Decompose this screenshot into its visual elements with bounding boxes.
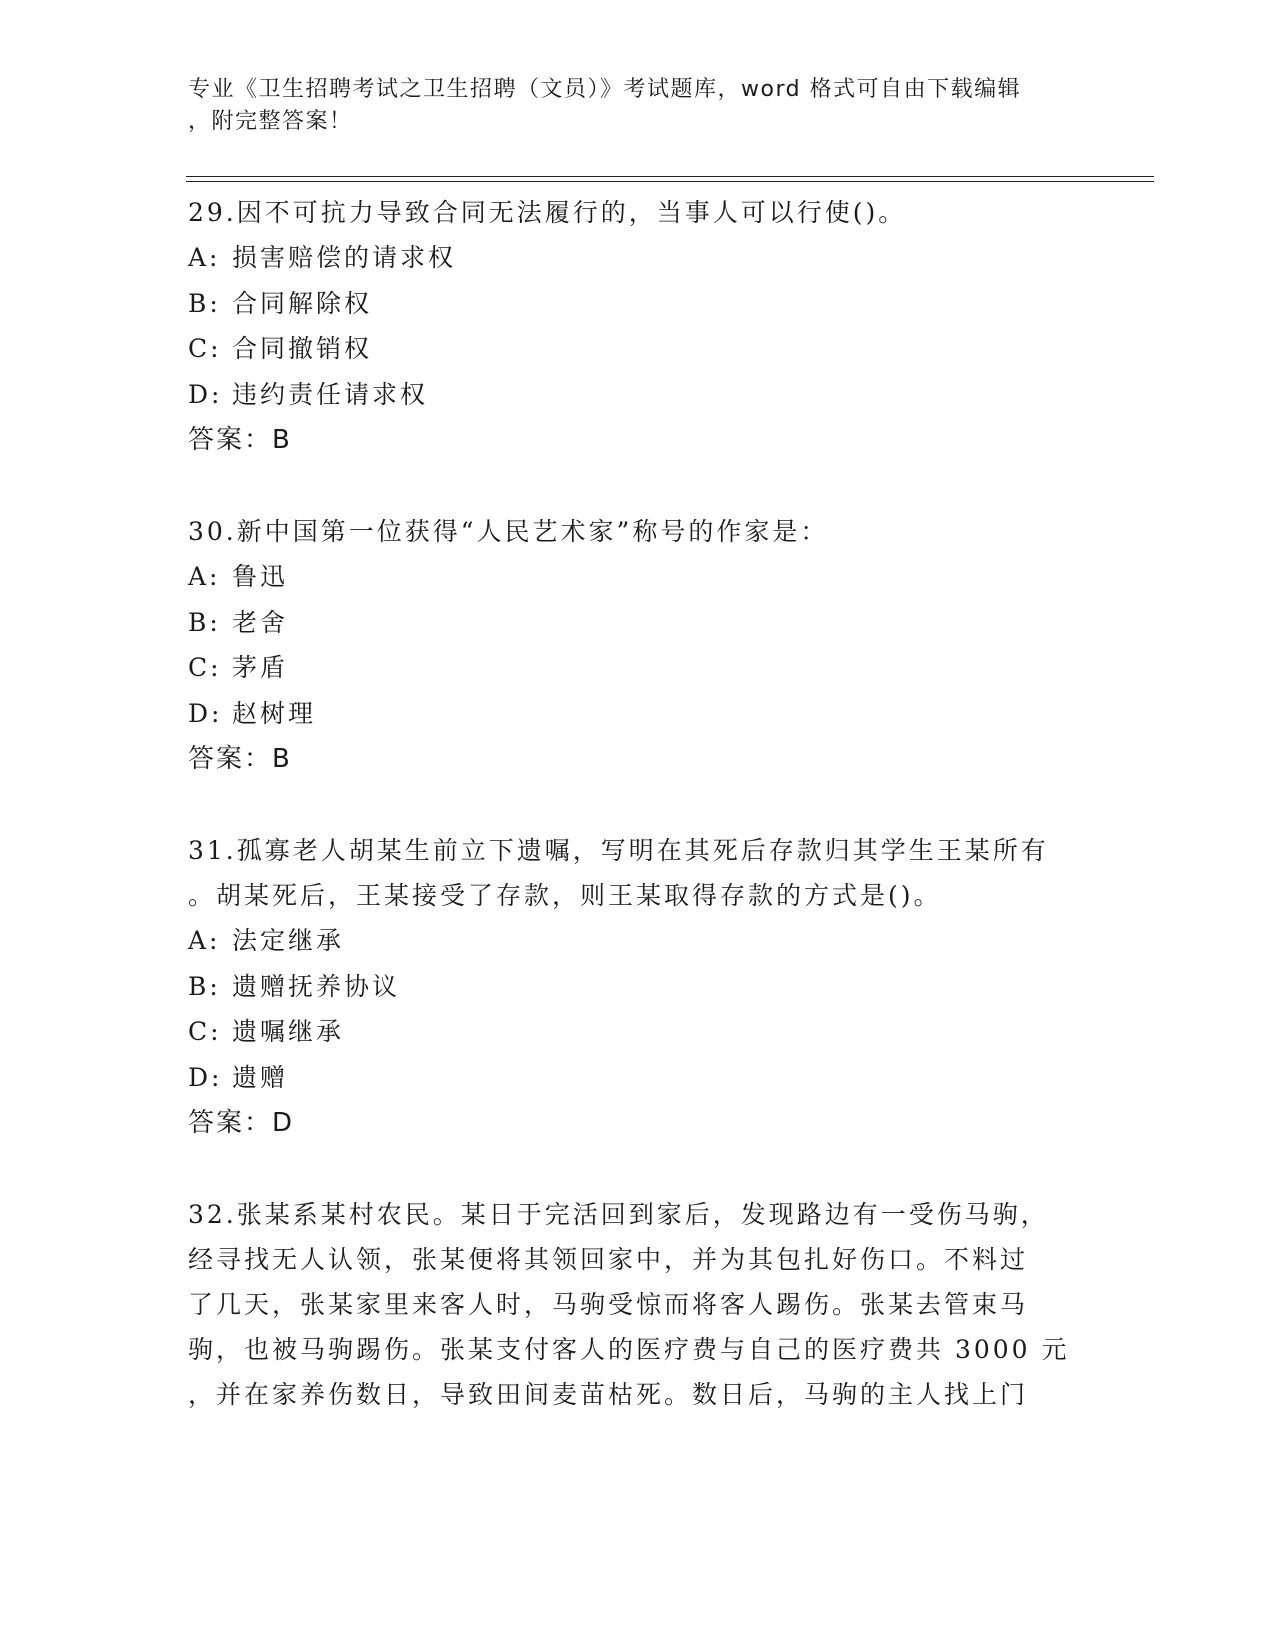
option-letter: C: bbox=[188, 1017, 222, 1046]
option-text: 遗嘱继承 bbox=[232, 1017, 345, 1046]
option-letter: D: bbox=[188, 1062, 223, 1092]
answer-line: 答案：B bbox=[188, 744, 292, 774]
option-d bbox=[188, 372, 1078, 418]
question-32 bbox=[188, 1192, 1078, 1417]
option-b bbox=[188, 964, 1078, 1010]
question-line: 32.张某系某村农民。某日于完活回到家后，发现路边有一受伤马驹， bbox=[188, 1200, 1049, 1229]
option-letter: C: bbox=[188, 334, 222, 363]
option-text: 鲁迅 bbox=[232, 562, 289, 591]
answer-line: 答案：B bbox=[188, 425, 292, 455]
option-c bbox=[188, 645, 1078, 691]
option-c bbox=[188, 326, 1078, 372]
question-text bbox=[188, 190, 1078, 235]
option-a bbox=[188, 918, 1078, 964]
option-letter: D: bbox=[188, 698, 223, 728]
question-line: 驹，也被马驹踢伤。张某支付客人的医疗费与自己的医疗费共 3000 元 bbox=[188, 1335, 1070, 1364]
option-letter: A: bbox=[188, 562, 221, 591]
option-d bbox=[188, 691, 1078, 737]
question-line: 经寻找无人认领，张某便将其领回家中，并为其包扎好伤口。不料过 bbox=[188, 1245, 1029, 1274]
header-divider-double bbox=[186, 181, 1154, 182]
question-30 bbox=[188, 509, 1078, 782]
header-line-2: ，附完整答案！ bbox=[188, 109, 353, 134]
option-c bbox=[188, 1009, 1078, 1055]
question-line: ，并在家养伤数日，导致田间麦苗枯死。数日后，马驹的主人找上门 bbox=[188, 1380, 1029, 1409]
option-letter: D: bbox=[188, 379, 223, 409]
question-line: 29.因不可抗力导致合同无法履行的，当事人可以行使()。 bbox=[188, 198, 907, 227]
question-text bbox=[188, 1192, 1078, 1417]
answer-line: 答案：D bbox=[188, 1108, 295, 1138]
question-list bbox=[188, 190, 1078, 1463]
question-29 bbox=[188, 190, 1078, 463]
option-letter: B: bbox=[188, 288, 221, 318]
option-text: 赵树理 bbox=[232, 698, 317, 728]
question-line: 30.新中国第一位获得“人民艺术家”称号的作家是： bbox=[188, 517, 829, 546]
header-divider bbox=[186, 176, 1154, 177]
question-line: 了几天，张某家里来客人时，马驹受惊而将客人踢伤。张某去管束马 bbox=[188, 1290, 1029, 1319]
option-letter: A: bbox=[188, 243, 221, 272]
question-31 bbox=[188, 828, 1078, 1146]
option-letter: B: bbox=[188, 971, 221, 1001]
option-text: 遗赠 bbox=[232, 1062, 289, 1092]
question-text bbox=[188, 509, 1078, 554]
option-a bbox=[188, 554, 1078, 600]
question-line: 31.孤寡老人胡某生前立下遗嘱，写明在其死后存款归其学生王某所有 bbox=[188, 836, 1049, 865]
option-text: 违约责任请求权 bbox=[232, 379, 429, 409]
option-text: 老舍 bbox=[232, 607, 289, 637]
option-d bbox=[188, 1055, 1078, 1101]
option-b bbox=[188, 281, 1078, 327]
option-letter: C: bbox=[188, 653, 222, 682]
option-letter: A: bbox=[188, 926, 221, 955]
option-text: 合同撤销权 bbox=[232, 334, 373, 363]
option-b bbox=[188, 600, 1078, 646]
option-letter: B: bbox=[188, 607, 221, 637]
option-text: 遗赠抚养协议 bbox=[232, 971, 401, 1001]
option-text: 法定继承 bbox=[232, 926, 345, 955]
document-header bbox=[188, 74, 1088, 138]
header-line-1: 专业《卫生招聘考试之卫生招聘（文员）》考试题库，word 格式可自由下载编辑 bbox=[188, 77, 1022, 102]
question-line: 。胡某死后，王某接受了存款，则王某取得存款的方式是()。 bbox=[188, 881, 942, 910]
option-text: 茅盾 bbox=[232, 653, 289, 682]
option-a bbox=[188, 235, 1078, 281]
question-text bbox=[188, 828, 1078, 918]
option-text: 合同解除权 bbox=[232, 288, 373, 318]
option-text: 损害赔偿的请求权 bbox=[232, 243, 457, 272]
